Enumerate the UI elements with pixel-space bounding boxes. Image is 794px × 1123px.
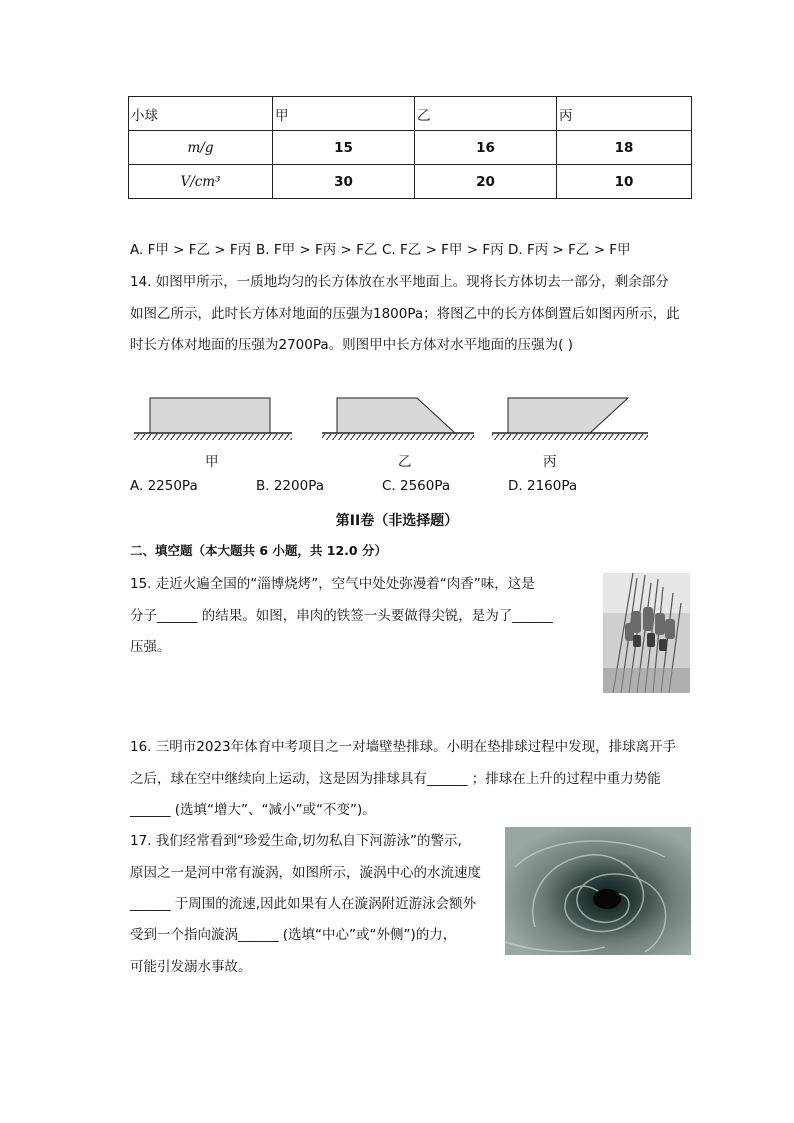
table-row-label: m/g [129, 131, 273, 165]
q14-line-3: 时长方体对地面的压强为2700Pa。则图甲中长方体对水平地面的压强为( ) [130, 337, 573, 353]
figure-label-jia: 甲 [205, 454, 219, 470]
q17-line-1: 17. 我们经常看到“珍爱生命,切勿私自下河游泳”的警示, [130, 833, 462, 849]
q16-line-3: ______ (选填“增大”、“减小”或“不变”)。 [130, 802, 376, 818]
q14-option-c: C. 2560Pa [382, 478, 451, 494]
q13-option-b: B. F甲 > F丙 > F乙 [256, 242, 378, 258]
q15-line-2: 分子______ 的结果。如图，串肉的铁签一头要做得尖锐，是为了______ [130, 608, 553, 624]
table-header-cell: 丙 [557, 97, 692, 131]
table-row [129, 131, 692, 165]
figure-bing [492, 398, 648, 440]
figure-yi [322, 398, 474, 440]
q14-line-2: 如图乙所示，此时长方体对地面的压强为1800Pa；将图乙中的长方体倒置后如图丙所示，此 [130, 306, 680, 322]
q17-line-5: 可能引发溺水事故。 [130, 959, 252, 975]
q13-option-c: C. F乙 > F甲 > F丙 [382, 242, 504, 258]
table-cell: 30 [273, 165, 415, 199]
q17-line-4: 受到一个指向漩涡______ (选填“中心”或“外侧”)的力， [130, 927, 457, 943]
q16-line-1: 16. 三明市2023年体育中考项目之一对墙壁垫排球。小明在垫排球过程中发现，排球离开手 [130, 739, 677, 755]
q16-line-2: 之后，球在空中继续向上运动，这是因为排球具有______ ；排球在上升的过程中重力势能 [130, 771, 661, 787]
q17-line-2: 原因之一是河中常有漩涡，如图所示，漩涡中心的水流速度 [130, 865, 481, 881]
table-header-cell: 小球 [129, 97, 273, 131]
table-row-label: V/cm³ [129, 165, 273, 199]
figure-label-yi: 乙 [398, 454, 412, 470]
q14-option-a: A. 2250Pa [130, 478, 198, 494]
table-row [129, 165, 692, 199]
table-cell: 16 [415, 131, 557, 165]
q17-line-3: ______ 于周围的流速,因此如果有人在漩涡附近游泳会额外 [130, 896, 477, 912]
table-cell: 15 [273, 131, 415, 165]
q13-option-d: D. F丙 > F乙 > F甲 [508, 242, 631, 258]
whirlpool-photo [505, 827, 691, 955]
q14-option-d: D. 2160Pa [508, 478, 578, 494]
q15-line-3: 压强。 [130, 639, 171, 655]
block-figures [130, 390, 690, 440]
table-header-cell: 甲 [273, 97, 415, 131]
table-cell: 18 [557, 131, 692, 165]
section-title: 第II卷（非选择题） [335, 513, 459, 529]
q15-line-1: 15. 走近火遍全国的“淄博烧烤”，空气中处处弥漫着“肉香”味，这是 [130, 576, 535, 592]
table-cell: 10 [557, 165, 692, 199]
figure-label-bing: 丙 [543, 454, 557, 470]
figure-jia [134, 398, 292, 440]
skewers-photo [603, 573, 690, 693]
q13-option-a: A. F甲 > F乙 > F丙 [130, 242, 252, 258]
section-subtitle: 二、填空题（本大题共 6 小题，共 12.0 分） [130, 543, 387, 558]
ball-data-table [128, 96, 692, 199]
table-header-cell: 乙 [415, 97, 557, 131]
table-cell: 20 [415, 165, 557, 199]
q14-line-1: 14. 如图甲所示，一质地均匀的长方体放在水平地面上。现将长方体切去一部分，剩余部分 [130, 274, 669, 290]
table-header-row [129, 97, 692, 131]
q14-option-b: B. 2200Pa [256, 478, 325, 494]
